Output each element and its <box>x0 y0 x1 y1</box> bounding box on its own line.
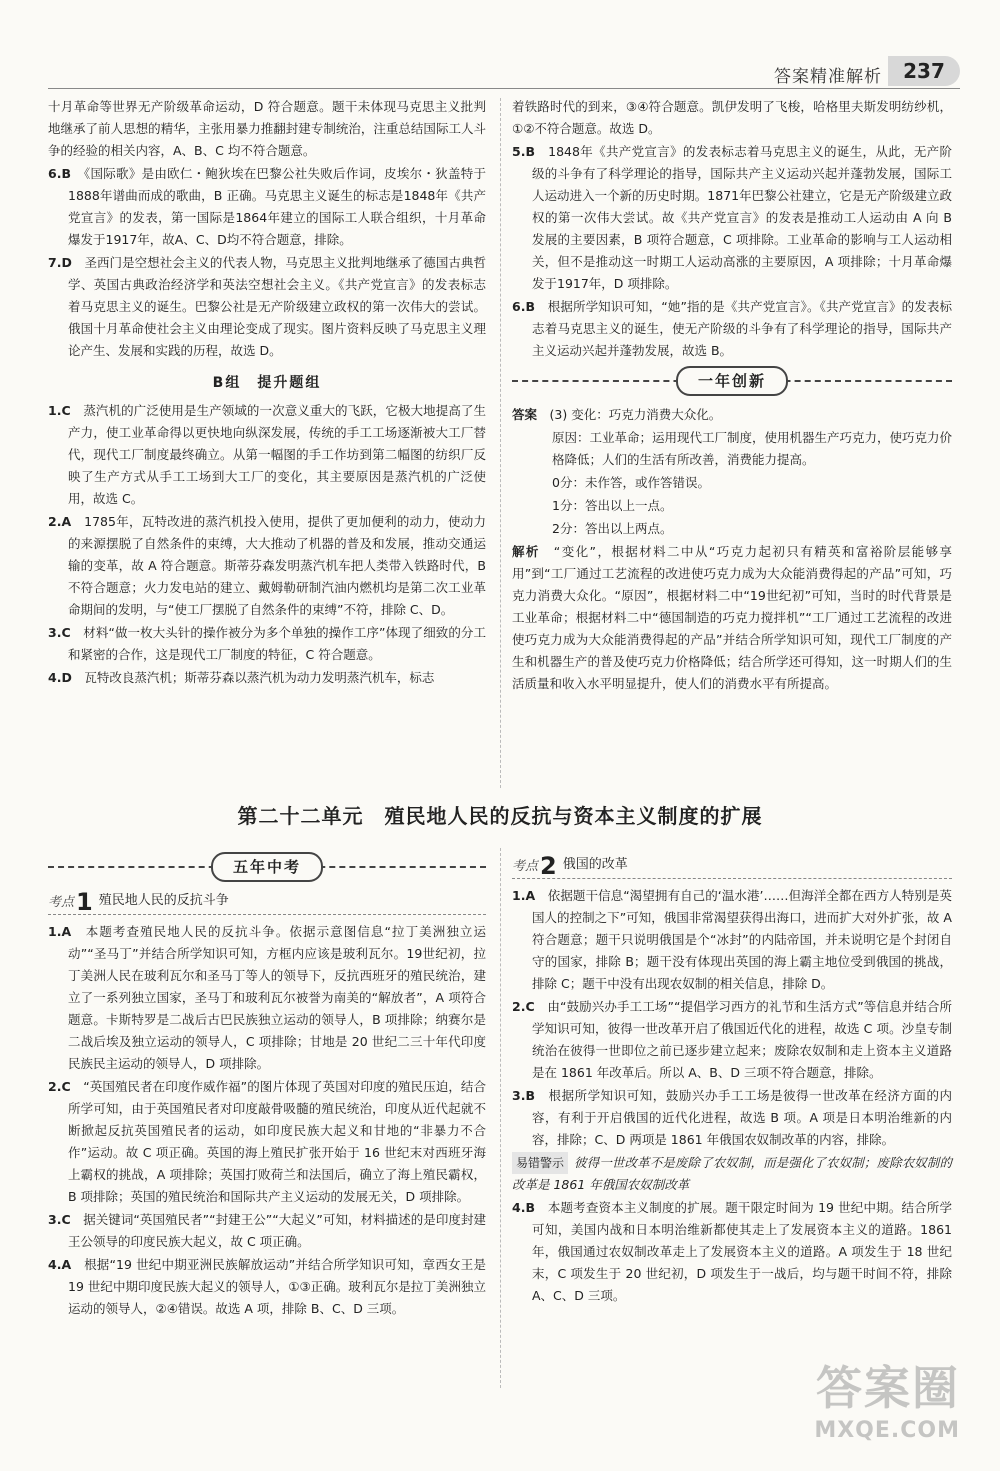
answer-item <box>48 1209 486 1253</box>
answer-number: 4.A <box>48 1257 72 1272</box>
innovation-answer <box>512 404 952 426</box>
answer-item <box>512 141 952 295</box>
watermark <box>814 1352 960 1443</box>
answer-reason: 原因：工业革命；运用现代工厂制度，使用机器生产巧克力，使巧克力价格降低；人们的生活有所改善，消费能力提高。 <box>552 430 953 467</box>
answer-item <box>48 1254 486 1320</box>
page-number: 237 <box>888 56 960 86</box>
innovation-analysis <box>512 541 952 695</box>
answer-text: 本题考查殖民地人民的反抗斗争。依据示意图信息“拉丁美洲独立运动”“圣马丁”并结合所学知识可知，方框内应该是玻利瓦尔。19世纪初，拉丁美洲人民在玻利瓦尔和圣马丁等人的领导下，反抗西班牙的殖民统治，建立了一系列独立国家，圣马丁和玻利瓦尔被誉为南美的“解放者”，A 项符合题意。卡斯特罗是二战后古巴民族独立运动的领导人，B 项排除；纳赛尔是二战后埃及独立运动的领导人，C 项排除；甘地是 20 世纪二三十年代印度民族民主运动的领导人，D 项排除。 <box>68 924 486 1071</box>
kaodian-2-heading <box>512 854 952 879</box>
answer-item <box>48 511 486 621</box>
answer-number: 2.A <box>48 514 72 529</box>
answer-number: 1.C <box>48 403 71 418</box>
watermark-url: MXQE.COM <box>814 1418 960 1443</box>
score-0: 0分：未作答，或作答错误。 <box>552 475 710 490</box>
answer-item <box>48 1076 486 1208</box>
answer-text: 圣西门是空想社会主义的代表人物，马克思主义批判地继承了德国古典哲学、英国古典政治经济学和英法空想社会主义。《共产党宣言》的发表标志着马克思主义的诞生。巴黎公社是无产阶级建立政权的第一次伟大的尝试。俄国十月革命使社会主义由理论变成了现实。图片资料反映了马克思主义理论产生、发展和实践的历程，故选 D。 <box>68 255 486 358</box>
column-divider-bottom <box>500 848 501 1388</box>
analysis-text: “变化”，根据材料二中从“巧克力起初只有精英和富裕阶层能够享用”到“工厂通过工艺流程的改进使巧克力成为大众能消费得起的产品”可知，巧克力消费大众化。“原因”，根据材料二中“19世纪初”可知，当时的时代背景是工业革命；根据材料二中“德国制造的巧克力搅拌机”“工厂通过工艺流程的改进使巧克力成为大众能消费得起的产品”并结合所学知识可知，现代工厂制度的产生和机器生产的普及使巧克力价格降低；结合所学还可得知，这一时期人们的生活质量和收入水平明显提升，使人们的消费水平有所提高。 <box>512 544 952 691</box>
answer-number: 2.C <box>48 1079 71 1094</box>
bottom-right-column <box>512 848 952 1308</box>
error-warning <box>512 1152 952 1196</box>
header-label: 答案精准解析 <box>774 67 882 87</box>
answer-item <box>48 921 486 1075</box>
answer-text: 据关键词“英国殖民者”“封建王公”“大起义”可知，材料描述的是印度封建王公领导的印度民族大起义，故 C 项正确。 <box>68 1212 486 1249</box>
answer-number: 6.B <box>512 299 535 314</box>
kaodian-title: 俄国的改革 <box>562 857 628 872</box>
kaodian-tag: 考点 <box>512 859 539 874</box>
kaodian-number: 1 <box>76 888 93 916</box>
analysis-label: 解析 <box>512 544 540 559</box>
answer-text: 本题考查资本主义制度的扩展。题干限定时间为 19 世纪中期。结合所学可知，美国内战和日本明治维新都使其走上了发展资本主义的道路。1861 年，俄国通过农奴制改革走上了发展资本主义的道路。A 项发生于 18 世纪末，C 项发生于 20 世纪初，D 项发生于一战后，均与题干时间不符，排除 A、C、D 三项。 <box>532 1200 952 1303</box>
kaodian-1-heading <box>48 890 486 915</box>
answer-number: 1.A <box>48 924 72 939</box>
five-year-banner <box>48 852 486 882</box>
page-header <box>0 56 1000 90</box>
answer-item <box>512 885 952 995</box>
innovation-banner-label: 一年创新 <box>676 366 788 396</box>
answer-number: 7.D <box>48 255 72 270</box>
answer-text: 根据所学知识可知，“她”指的是《共产党宣言》。《共产党宣言》的发表标志着马克思主义的诞生，使无产阶级的斗争有了科学理论的指导，国际共产主义运动兴起并蓬勃发展，故选 B。 <box>532 299 952 358</box>
answer-text: 依据题干信息“渴望拥有自己的‘温水港’……但海洋全都在西方人特别是英国人的控制之下”可知，俄国非常渴望获得出海口，进而扩大对外扩张，故 A 符合题意；题干只说明俄国是个“冰封”的内陆帝国，并未说明它是个封闭自守的国家，排除 B；题干没有体现出英国的海上霸主地位受到俄国的挑战，排除 C；题干中没有出现农奴制的相关信息，排除 D。 <box>532 888 952 991</box>
answer-item <box>512 296 952 362</box>
answer-number: 6.B <box>48 166 71 181</box>
warning-label: 易错警示 <box>512 1152 568 1174</box>
top-left-column <box>48 96 486 690</box>
score-2: 2分：答出以上两点。 <box>552 521 673 536</box>
column-divider-top <box>500 98 501 788</box>
kaodian-tag: 考点 <box>48 895 75 910</box>
answer-number: 1.A <box>512 888 536 903</box>
answer-text: 材料“做一枚大头针的操作被分为多个单独的操作工序”体现了细致的分工和紧密的合作，这是现代工厂制度的特征，C 符合题意。 <box>68 625 486 662</box>
answer-paragraph: 着铁路时代的到来，③④符合题意。凯伊发明了飞梭，哈格里夫斯发明纺纱机，①②不符合题意。故选 D。 <box>512 99 952 136</box>
answer-number: 3.C <box>48 1212 71 1227</box>
innovation-banner <box>512 366 952 396</box>
answer-text: 由“鼓励兴办手工工场”“提倡学习西方的礼节和生活方式”等信息并结合所学知识可知，彼得一世改革开启了俄国近代化的进程，故选 C 项。沙皇专制统治在彼得一世即位之前已逐步建立起来；废除农奴制和走上资本主义道路是在 1861 年改革后。所以 A、B、D 三项不符合题意，排除。 <box>532 999 952 1080</box>
unit-title: 第二十二单元 殖民地人民的反抗与资本主义制度的扩展 <box>237 804 763 828</box>
answer-text: 1785年，瓦特改进的蒸汽机投入使用，提供了更加便利的动力，使动力的来源摆脱了自然条件的束缚，大大推动了机器的普及和发展，推动交通运输的变革，故 A 符合题意。斯蒂芬森发明蒸汽机车把人类带入铁路时代，B 不符合题意；火力发电站的建立、戴姆勒研制汽油内燃机均是第二次工业革命期间的发明，与“使工厂摆脱了自然条件的束缚”不符，排除 C、D。 <box>68 514 486 617</box>
answer-item <box>48 163 486 251</box>
answer-item <box>512 1197 952 1307</box>
answer-label: 答案 <box>512 407 538 422</box>
answer-number: 2.C <box>512 999 535 1014</box>
answer-item <box>48 622 486 666</box>
answer-paragraph: 十月革命等世界无产阶级革命运动，D 符合题意。题干未体现马克思主义批判地继承了前人思想的精华，主张用暴力推翻封建专制统治，注重总结国际工人斗争的经验的相关内容，A、B、C 均不符合题意。 <box>48 99 486 158</box>
group-b-title: B组 提升题组 <box>212 375 322 391</box>
answer-item <box>48 252 486 362</box>
answer-item <box>48 667 486 689</box>
answer-number: 3.B <box>512 1088 535 1103</box>
answer-text: 根据“19 世纪中期亚洲民族解放运动”并结合所学知识可知，章西女王是 19 世纪中期印度民族大起义的领导人，①③正确。玻利瓦尔是拉丁美洲独立运动的领导人，②④错误。故选 A 项，排除 B、C、D 三项。 <box>68 1257 486 1316</box>
five-year-banner-label: 五年中考 <box>211 852 323 882</box>
kaodian-number: 2 <box>540 852 557 880</box>
header-rule <box>48 88 960 89</box>
bottom-left-column <box>48 848 486 1321</box>
answer-item <box>512 1085 952 1151</box>
answer-number: 4.D <box>48 670 72 685</box>
answer-change: (3) 变化：巧克力消费大众化。 <box>549 407 722 422</box>
answer-text: “英国殖民者在印度作威作福”的图片体现了英国对印度的殖民压迫，结合所学可知，由于英国殖民者对印度敲骨吸髓的殖民统治，印度从近代起就不断掀起反抗英国殖民者的运动，如印度民族大起义和甘地的“非暴力不合作”运动。故 C 项正确。英国的海上殖民扩张开始于 16 世纪末对西班牙海上霸权的挑战，A 项排除；英国打败荷兰和法国后，确立了海上殖民霸权，B 项排除；英国的殖民统治和国际共产主义运动的发展无关，D 项排除。 <box>68 1079 486 1204</box>
answer-item <box>48 400 486 510</box>
score-1: 1分：答出以上一点。 <box>552 498 673 513</box>
answer-text: 蒸汽机的广泛使用是生产领域的一次意义重大的飞跃，它极大地提高了生产力，使工业革命得以更快地向纵深发展，传统的手工工场逐渐被大工厂替代，现代工厂制度最终确立。从第一幅图的手工作坊到第二幅图的纺织厂反映了生产方式从手工工场到大工厂的变化，其主要原因是蒸汽机的广泛使用，故选 C。 <box>68 403 486 506</box>
watermark-logo-text: 答案圈 <box>816 1361 960 1415</box>
answer-number: 3.C <box>48 625 71 640</box>
answer-number: 4.B <box>512 1200 535 1215</box>
kaodian-title: 殖民地人民的反抗斗争 <box>98 893 229 908</box>
answer-text: 1848年《共产党宣言》的发表标志着马克思主义的诞生，从此，无产阶级的斗争有了科学理论的指导，国际共产主义运动兴起并蓬勃发展，国际工人运动进入一个新的历史时期。1871年巴黎公社建立，它是无产阶级建立政权的第一次伟大尝试。故《共产党宣言》的发表是推动工人运动由 A 向 B 发展的主要因素，B 项符合题意，C 项排除。工业革命的影响与工人运动相关，但不是推动这一时期工人运动高涨的主要原因，A 项排除；十月革命爆发于1917年，D 项排除。 <box>532 144 952 291</box>
answer-text: 根据所学知识可知，鼓励兴办手工工场是彼得一世改革在经济方面的内容，有利于开启俄国的近代化进程，故选 B 项。A 项是日本明治维新的内容，排除；C、D 两项是 1861 年俄国农奴制改革的内容，排除。 <box>532 1088 952 1147</box>
warning-text: 彼得一世改革不是废除了农奴制，而是强化了农奴制；废除农奴制的改革是 1861 年俄国农奴制改革 <box>512 1155 952 1192</box>
top-right-column <box>512 96 952 696</box>
answer-text: 《国际歌》是由欧仁・鲍狄埃在巴黎公社失败后作词，皮埃尔・狄盖特于1888年谱曲而成的歌曲，B 正确。马克思主义诞生的标志是1848年《共产党宣言》的发表，第一国际是1864年建立的国际工人联合组织，十月革命爆发于1917年，故A、C、D均不符合题意，排除。 <box>68 166 486 247</box>
answer-number: 5.B <box>512 144 535 159</box>
answer-text: 瓦特改良蒸汽机；斯蒂芬森以蒸汽机为动力发明蒸汽机车，标志 <box>84 670 435 685</box>
answer-item <box>512 996 952 1084</box>
